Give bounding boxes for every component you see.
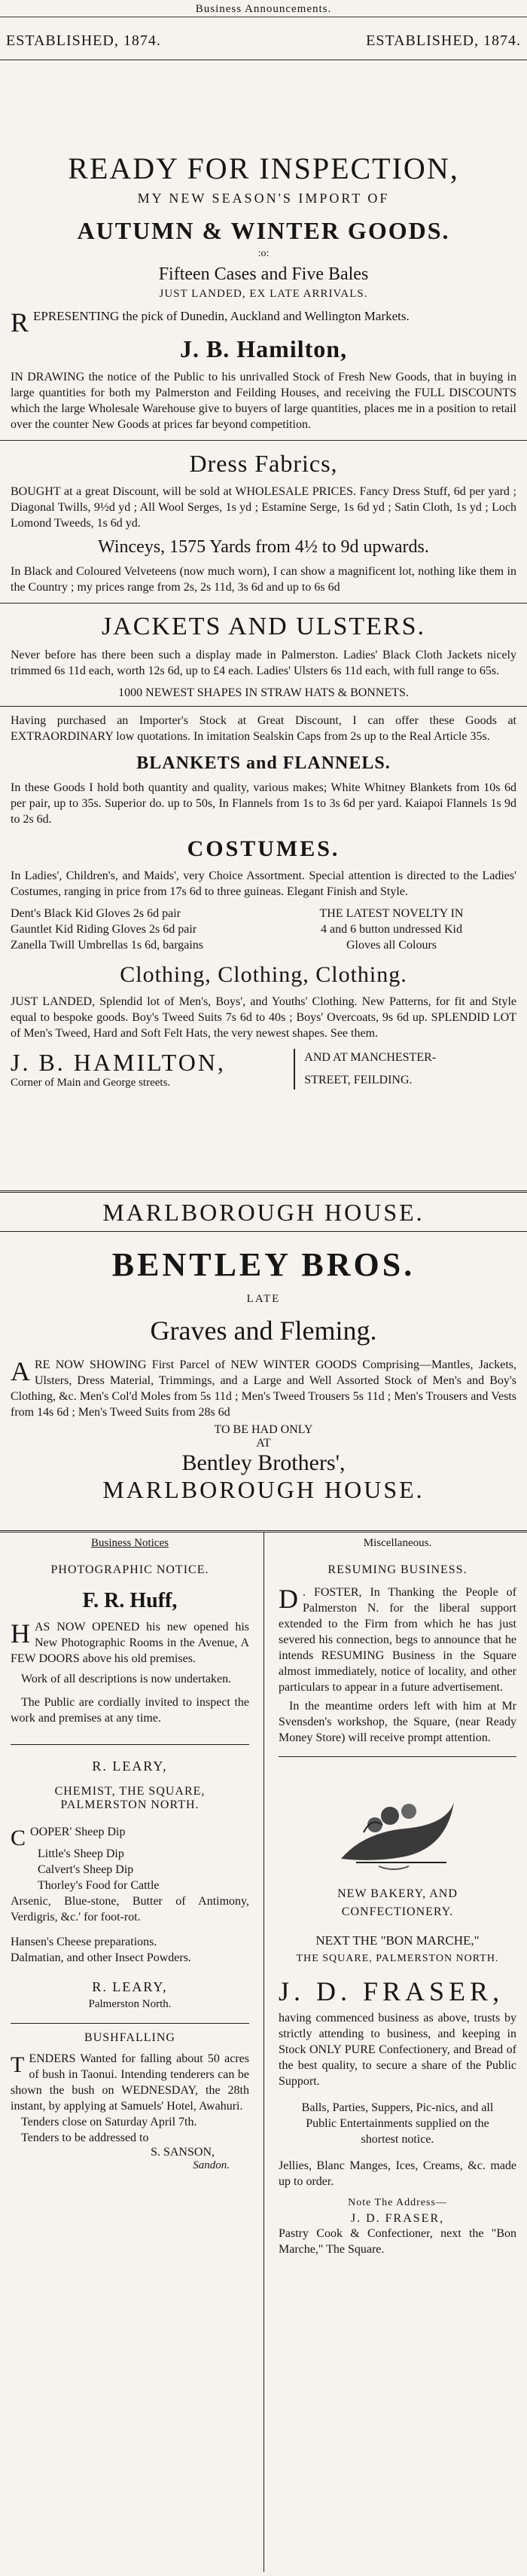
huff-work: Work of all descriptions is now undertaken.: [21, 1673, 232, 1685]
pastry-line: Pastry Cook & Confectioner, next the "Bon Marche," The Square.: [279, 2227, 516, 2256]
gloves-item: THE LATEST NOVELTY IN: [319, 907, 464, 920]
importer-text: Having purchased an Importer's Stock at Great Discount, I can offer these Goods at EXTRAORDINARY low quotations. In imitation Sealskin Caps from 2s up to the Real Article 35s.: [11, 714, 516, 743]
drop-cap: T: [11, 2052, 25, 2077]
marlborough-head: MARLBOROUGH HOUSE.: [102, 1199, 425, 1226]
cooper-line: [11, 1824, 249, 1850]
blankets-heading: BLANKETS and FLANNELS.: [136, 753, 391, 773]
gloves-right: [267, 906, 516, 953]
intro-text: IN DRAWING the notice of the Public to his unrivalled Stock of Fresh New Goods, that in buying in large quantities for both my Palmerston and Feilding Houses, and receiving the FULL DISCOUNTS which the large Wholesale Warehouse give to buyers of large quantities, places me in a position to retail over the counter New Goods at prices far beyond competition.: [11, 371, 516, 431]
huff-name: F. R. Huff,: [82, 1589, 178, 1612]
cases-line: Fifteen Cases and Five Bales: [158, 264, 369, 284]
established-left: ESTABLISHED, 1874.: [6, 32, 161, 49]
bush-addr: Tenders to be addressed to: [21, 2131, 149, 2144]
divider: [11, 2023, 249, 2024]
fraser-sig: J. D. FRASER,: [350, 2212, 445, 2225]
divider: [0, 440, 527, 441]
gloves-item: 4 and 6 button undressed Kid: [321, 923, 462, 936]
ornament: :o:: [257, 248, 270, 259]
dip-item: Little's Sheep Dip: [38, 1847, 124, 1860]
dips-list: [38, 1846, 249, 1893]
divider: [279, 1756, 516, 1757]
foster-text: [279, 1584, 516, 1695]
bentley-body: RE NOW SHOWING First Parcel of NEW WINTER GOODS Comprising—Mantles, Jackets, Ulsters, Dress Material, Trimmings, and a Large and Well Assorted Stock of Men's and Boy's Clothing, &c. Men's Col'd Moles from 5s 11d ; Men's Tweed Trousers 5s 11d ; Men's Trousers and Vests from 14s 6d ; Men's Tweed Suits from 28s 6d: [11, 1358, 516, 1419]
goods-headline: AUTUMN & WINTER GOODS.: [77, 217, 450, 244]
resuming-title: RESUMING BUSINESS.: [327, 1563, 468, 1576]
leary-sig: R. LEARY,: [92, 1979, 168, 1994]
gloves-item: Zanella Twill Umbrellas 1s 6d, bargains: [11, 939, 204, 952]
foster-body: . FOSTER, In Thanking the People of Palmerston N. for the liberal support extended to the Firm from which he has just severed his connection, begs to announce that he intends RESUMING Business in the Square almost immediately, notice of locality, and other particulars to appear in a future advertisement.: [279, 1586, 516, 1694]
graves-line: Graves and Fleming.: [150, 1316, 377, 1346]
dress-text: BOUGHT at a great Discount, will be sold at WHOLESALE PRICES. Fancy Dress Stuff, 6d per yard ; Diagonal Twills, 9½d yd ; All Wool Serges, 1s yd ; Estamine Serge, 1s 6d yd ; Satin Cloth, 1s yd ; Loch Lomond Tweeds, 1s 6d yd.: [11, 485, 516, 530]
sig-corner: Corner of Main and George streets.: [11, 1077, 171, 1089]
divider: [0, 706, 527, 707]
dress-heading: Dress Fabrics,: [189, 450, 338, 477]
sig-right-line: AND AT MANCHESTER-: [304, 1051, 437, 1064]
gloves-block: [0, 906, 527, 953]
tobe-line: TO BE HAD ONLY: [214, 1423, 313, 1436]
drop-cap: C: [11, 1826, 26, 1850]
ready-headline: READY FOR INSPECTION,: [68, 151, 459, 185]
hamilton-signature: [11, 1049, 516, 1089]
hamilton-advert: [0, 151, 527, 1190]
costumes-heading: COSTUMES.: [187, 836, 340, 861]
square-line: THE SQUARE, PALMERSTON NORTH.: [296, 1953, 499, 1964]
gloves-item: Gauntlet Kid Riding Gloves 2s 6d pair: [11, 923, 197, 936]
representing-body: EPRESENTING the pick of Dunedin, Auckland and Wellington Markets.: [33, 309, 410, 323]
section-header: Business Announcements.: [0, 0, 527, 17]
landed-line: JUST LANDED, EX LATE ARRIVALS.: [159, 288, 368, 300]
divider: [0, 1231, 527, 1232]
leary-place: Palmerston North.: [88, 1998, 172, 2010]
established-right: ESTABLISHED, 1874.: [366, 32, 521, 49]
arsenic-text: Arsenic, Blue-stone, Butter of Antimony, Verdigris, &c.' for foot-rot.: [11, 1895, 249, 1924]
divider: [0, 1190, 527, 1193]
foster-meantime: In the meantime orders left with him at Mr Svensden's workshop, the Square, (near Ready Money Store) will receive prompt attention.: [279, 1700, 516, 1744]
leary-title: R. LEARY,: [92, 1759, 168, 1774]
cornucopia-icon: [334, 1787, 462, 1878]
leary-sub: CHEMIST, THE SQUARE, PALMERSTON NORTH.: [54, 1785, 206, 1811]
right-col-head: Miscellaneous.: [363, 1537, 432, 1549]
divider: [0, 603, 527, 604]
dip-item: Calvert's Sheep Dip: [38, 1863, 134, 1876]
import-subhead: MY NEW SEASON'S IMPORT OF: [137, 191, 390, 206]
gloves-item: Gloves all Colours: [346, 939, 437, 952]
sig-left: [11, 1049, 295, 1089]
bentley-text: [11, 1357, 516, 1420]
fraser-text: having commenced business as above, trusts by strictly attending to business, and keeping in Stock ONLY PURE Confectionery, and Bread of the best quality, to secure a share of the Public Support.: [279, 2012, 516, 2088]
bush-body: ENDERS Wanted for falling about 50 acres of bush in Taonui. Intending tenderers can be shown the bush on WEDNESDAY, the 28th instant, by applying at Samuels' Hotel, Awahuri.: [11, 2052, 249, 2113]
blankets-text: In these Goods I hold both quantity and quality, various makes; White Whitney Blankets from 10s 6d per pair, up to 35s. Superior do. up to 50s, In Flannels from 1s to 3s 6d per yard. Kaiapoi Flannels 1s 9d to 2s 6d.: [11, 781, 516, 826]
drop-cap: R: [11, 307, 29, 338]
brothers-line: Bentley Brothers',: [181, 1450, 346, 1475]
bush-place: Sandon.: [193, 2159, 230, 2171]
huff-public: The Public are cordially invited to inspect the work and premises at any time.: [11, 1696, 249, 1725]
gloves-left: [11, 906, 260, 953]
hansen-line: Hansen's Cheese preparations.: [11, 1936, 157, 1948]
left-column: [0, 1532, 260, 2172]
bakery-title: NEW BAKERY, AND CONFECTIONERY.: [337, 1887, 458, 1918]
marlborough-foot: MARLBOROUGH HOUSE.: [102, 1476, 425, 1503]
clothing-text: JUST LANDED, Splendid lot of Men's, Boys', and Youths' Clothing. New Patterns, for fit and Style equal to bespoke goods. Boy's Tweed Suits 7s 6d to 40s ; Boys' Overcoats, 9s 6d up. SPLENDID LOT of Men's Tweed, Hard and Soft Felt Hats, the very newest shapes. See them.: [11, 995, 516, 1040]
bush-head: BUSHFALLING: [84, 2031, 175, 2044]
drop-cap: H: [11, 1618, 30, 1649]
winceys-line: Winceys, 1575 Yards from 4½ to 9d upwards.: [98, 537, 429, 557]
representing-text: [11, 307, 516, 338]
hamilton-name: J. B. Hamilton,: [179, 335, 348, 362]
right-column: [268, 1532, 527, 2257]
huff-text: [11, 1619, 249, 1667]
late-line: LATE: [246, 1293, 281, 1305]
velveteens-text: In Black and Coloured Velveteens (now much worn), I can show a magnificent lot, nothing like them in the Country ; my prices range from 2s, 2s 11d, 3s 6d and up to 6s 6d: [11, 565, 516, 594]
sig-right-line: STREET, FEILDING.: [304, 1074, 413, 1086]
bush-close: Tenders close on Saturday April 7th.: [21, 2116, 197, 2128]
drop-cap: A: [11, 1356, 30, 1386]
dip-item: Thorley's Food for Cattle: [38, 1879, 160, 1892]
photo-title: PHOTOGRAPHIC NOTICE.: [50, 1563, 209, 1576]
costumes-text: In Ladies', Children's, and Maids', very Choice Assortment. Special attention is directed to the Ladies' Costumes, ranging in price from 17s 6d to three guineas. Elegant Finish and Style.: [11, 869, 516, 898]
divider: [11, 1744, 249, 1745]
balls-text: Balls, Parties, Suppers, Pic-nics, and all Public Entertainments supplied on the shortest notice.: [301, 2101, 494, 2146]
drop-cap: D: [279, 1584, 298, 1614]
next-to: NEXT THE "BON MARCHE,": [315, 1933, 480, 1948]
jackets-text: Never before has there been such a display made in Palmerston. Ladies' Black Cloth Jackets nicely trimmed 6s 11d each, worth 12s 6d, up to £4 each. Ladies' Ulsters 6s 11d each, with full range to 65s.: [11, 649, 516, 677]
note-line: Note The Address—: [348, 2197, 447, 2208]
bentley-advert: [0, 1199, 527, 1530]
huff-body: AS NOW OPENED his new opened his New Photographic Rooms in the Avenue, A FEW DOORS above his old premises.: [11, 1621, 249, 1665]
established-bar: [0, 17, 527, 60]
at-line: AT: [256, 1437, 271, 1450]
fraser-name: J. D. FRASER,: [279, 1976, 504, 2006]
sig-name: J. B. HAMILTON,: [11, 1049, 226, 1076]
dalmatian-line: Dalmatian, and other Insect Powders.: [11, 1951, 191, 1964]
bush-sig: S. SANSON,: [151, 2146, 215, 2159]
cornucopia-illustration: [334, 1787, 462, 1878]
left-col-head: Business Notices: [91, 1537, 169, 1549]
bush-text: [11, 2051, 249, 2114]
straw-line: 1000 NEWEST SHAPES IN STRAW HATS & BONNETS.: [118, 686, 409, 699]
bentley-name: BENTLEY BROS.: [111, 1246, 416, 1283]
two-column-area: [0, 1532, 527, 2572]
sig-right: [295, 1051, 516, 1087]
gloves-item: Dent's Black Kid Gloves 2s 6d pair: [11, 907, 181, 920]
cooper-head: OOPER' Sheep Dip: [30, 1826, 126, 1838]
clothing-heading: Clothing, Clothing, Clothing.: [120, 962, 407, 987]
jellies-text: Jellies, Blanc Manges, Ices, Creams, &c. made up to order.: [279, 2159, 516, 2188]
jackets-heading: JACKETS AND ULSTERS.: [101, 613, 426, 640]
